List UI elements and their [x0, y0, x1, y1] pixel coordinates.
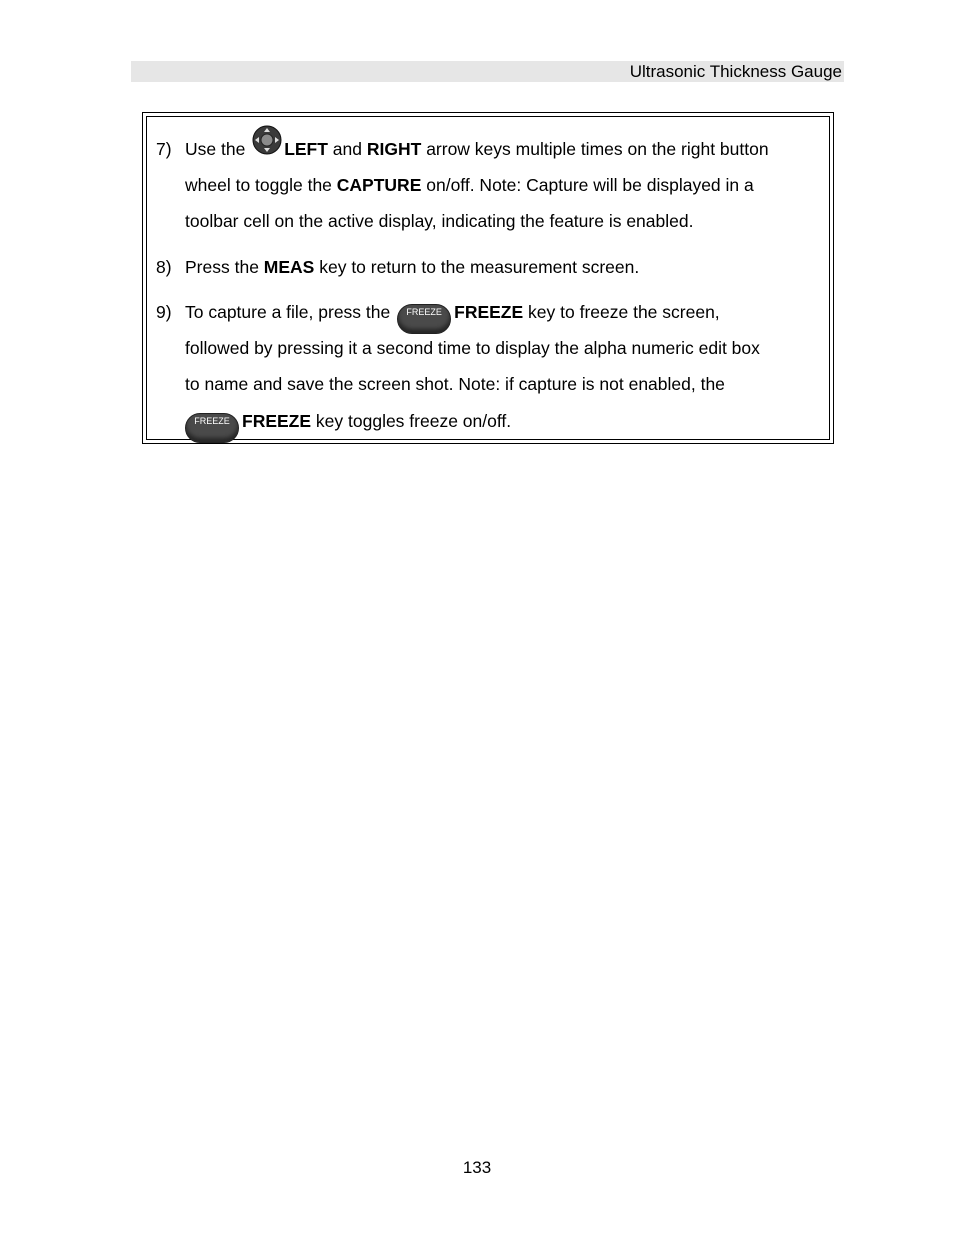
step-8 [156, 249, 826, 285]
step-9-line-3 [185, 366, 725, 402]
freeze-key-icon: FREEZE [185, 413, 239, 443]
step-8-line-1 [185, 249, 639, 285]
step-9-line-4 [185, 403, 511, 452]
bold-freeze: FREEZE [454, 302, 524, 322]
step-number: 9) [156, 302, 172, 322]
bold-meas: MEAS [263, 257, 315, 277]
text: followed by pressing it a second time to display the alpha numeric edit box [185, 338, 760, 358]
text: key toggles freeze on/off. [311, 411, 512, 431]
freeze-key-icon: FREEZE [397, 304, 451, 334]
step-7-line-2 [185, 167, 754, 203]
step-9-line-2 [185, 330, 760, 366]
text: key to return to the measurement screen. [314, 257, 640, 277]
step-number: 7) [156, 139, 172, 159]
text: and [327, 139, 367, 159]
step-7 [156, 131, 826, 239]
header-title: Ultrasonic Thickness Gauge [629, 62, 842, 81]
text: Press the [185, 257, 264, 277]
step-7-line-1 [185, 131, 769, 167]
bold-right: RIGHT [366, 139, 422, 159]
page-number: 133 [462, 1158, 492, 1177]
text: To capture a file, press the [185, 302, 396, 322]
text: wheel to toggle the [185, 175, 337, 195]
text: to name and save the screen shot. Note: if capture is not enabled, the [185, 374, 725, 394]
page-header [131, 61, 844, 82]
bold-left: LEFT [284, 139, 328, 159]
text: on/off. Note: Capture will be displayed in a [421, 175, 754, 195]
bold-capture: CAPTURE [336, 175, 422, 195]
text: key to freeze the screen, [523, 302, 720, 322]
text: arrow keys multiple times on the right button [421, 139, 769, 159]
step-number: 8) [156, 257, 172, 277]
button-wheel-icon [252, 125, 282, 155]
text: Use the [185, 139, 251, 159]
step-7-line-3 [185, 203, 693, 239]
bold-freeze: FREEZE [242, 411, 312, 431]
text: toolbar cell on the active display, indicating the feature is enabled. [185, 211, 694, 231]
step-9 [156, 294, 826, 440]
